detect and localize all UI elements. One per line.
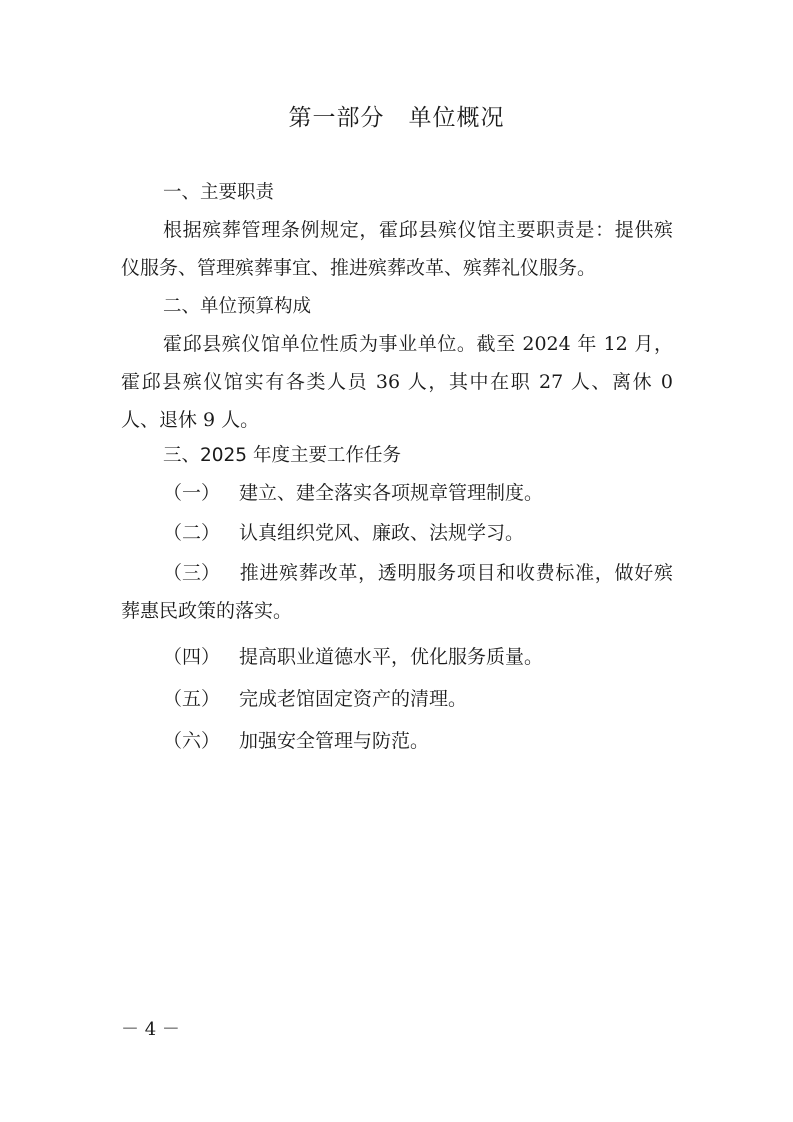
page-number: － 4 － — [121, 1019, 180, 1040]
task-item — [163, 684, 467, 714]
task-item-text: 完成老馆固定资产的清理。 — [239, 688, 468, 710]
task-item — [121, 554, 673, 630]
task-item-text: 加强安全管理与防范。 — [239, 730, 430, 752]
budget-composition-paragraph: 霍邱县殡仪馆单位性质为事业单位。截至 2024 年 12 月，霍邱县殡仪馆实有各类人员 36 人，其中在职 27 人、离休 0 人、退休 9 人。 — [121, 333, 673, 431]
task-item — [163, 726, 429, 756]
page-title: 第一部分 单位概况 — [288, 105, 505, 131]
task-item-number: （五） — [163, 688, 221, 710]
task-item-number: （一） — [163, 482, 221, 504]
task-item — [163, 642, 543, 672]
task-item-text: 推进殡葬改革，透明服务项目和收费标准，做好殡葬惠民政策的落实。 — [121, 562, 673, 622]
section-heading-responsibilities: 一、主要职责 — [163, 182, 275, 203]
task-item-number: （六） — [163, 730, 221, 752]
responsibilities-paragraph: 根据殡葬管理条例规定，霍邱县殡仪馆主要职责是：提供殡仪服务、管理殡葬事宜、推进殡葬改革、殡葬礼仪服务。 — [121, 219, 673, 279]
task-item-text: 建立、建全落实各项规章管理制度。 — [239, 482, 544, 504]
task-item-number: （二） — [163, 522, 221, 544]
task-item-number: （四） — [163, 646, 221, 668]
section-heading-budget-composition: 二、单位预算构成 — [163, 296, 312, 317]
task-item-number: （三） — [163, 562, 221, 584]
section-heading-work-tasks: 三、2025 年度主要工作任务 — [163, 445, 401, 466]
task-item-text: 认真组织党风、廉政、法规学习。 — [239, 522, 525, 544]
task-item — [163, 478, 543, 508]
task-item — [163, 518, 524, 548]
task-item-text: 提高职业道德水平，优化服务质量。 — [239, 646, 544, 668]
